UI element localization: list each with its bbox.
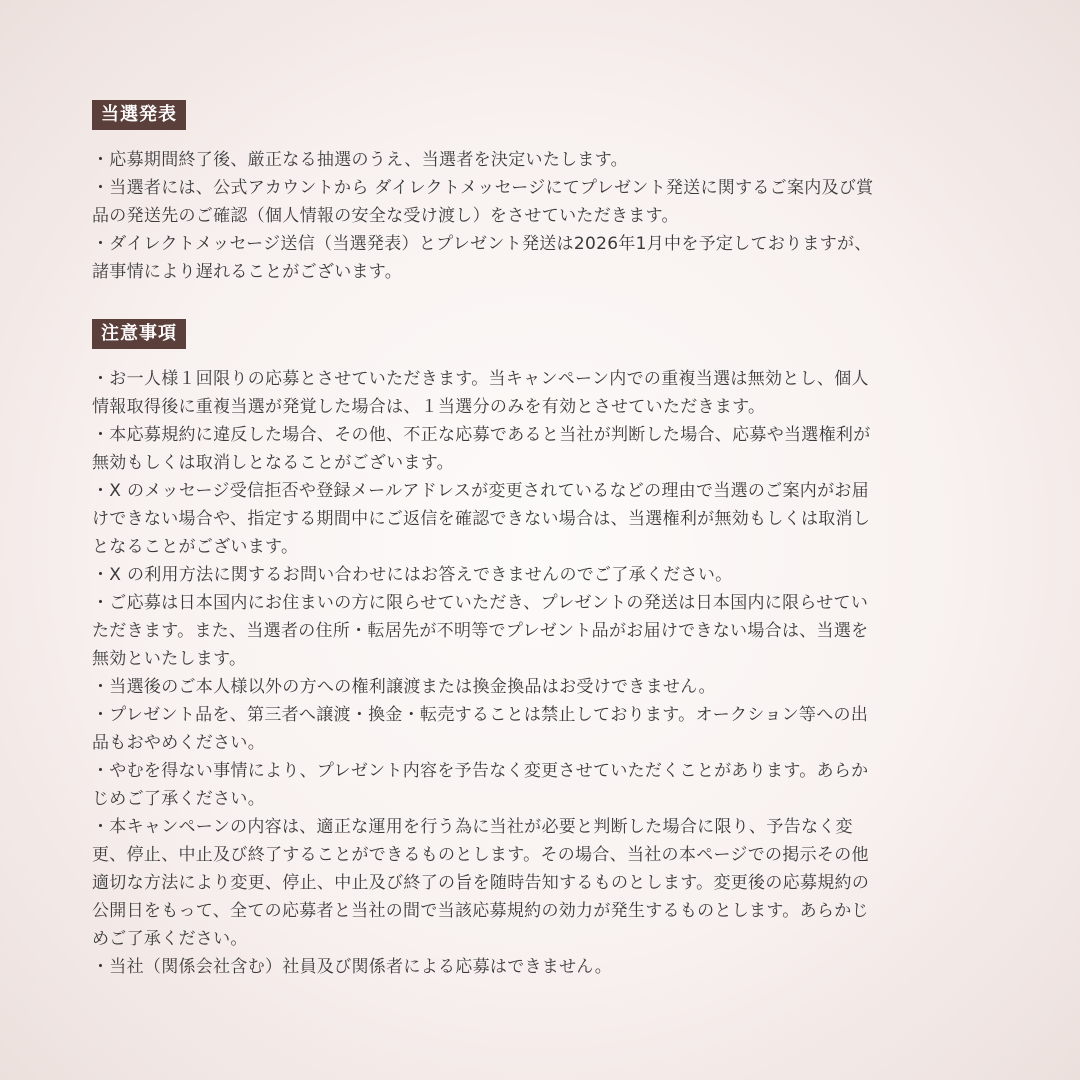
- list-item: ・本応募規約に違反した場合、その他、不正な応募であると当社が判断した場合、応募や当選権利が 無効もしくは取消しとなることがございます。: [92, 425, 871, 473]
- list-item: ・X のメッセージ受信拒否や登録メールアドレスが変更されているなどの理由で当選のご案内がお届 けできない場合や、指定する期間中にご返信を確認できない場合は、当選権利が無効もしくは取消し となることがございます。: [92, 481, 871, 557]
- section-announcement: [92, 100, 992, 286]
- notice-page: [92, 100, 992, 981]
- list-item: ・本キャンペーンの内容は、適正な運用を行う為に当社が必要と判断した場合に限り、予告なく変 更、停止、中止及び終了することができるものとします。その場合、当社の本ページでの掲示その他 適切な方法により変更、停止、中止及び終了の旨を随時告知するものとします。変更後の応募規約の 公開日をもって、全ての応募者と当社の間で当該応募規約の効力が発生するものとします。あらかじ めご了承ください。: [92, 817, 870, 949]
- list-item: ・当選後のご本人様以外の方への権利譲渡または換金換品はお受けできません。: [92, 677, 716, 697]
- list-item: ・当選者には、公式アカウントから ダイレクトメッセージにてプレゼント発送に関するご案内及び賞 品の発送先のご確認（個人情報の安全な受け渡し）をさせていただきます。: [92, 178, 874, 226]
- list-item: ・ご応募は日本国内にお住まいの方に限らせていただき、プレゼントの発送は日本国内に限らせてい ただきます。また、当選者の住所・転居先が不明等でプレゼント品がお届けできない場合は、当選を 無効といたします。: [92, 593, 869, 669]
- list-item: ・当社（関係会社含む）社員及び関係者による応募はできません。: [92, 957, 613, 977]
- section-notes: [92, 286, 992, 981]
- list-item: ・プレゼント品を、第三者へ譲渡・換金・転売することは禁止しております。オークション等への出 品もおやめください。: [92, 705, 869, 753]
- section-title-announcement: 当選発表: [92, 100, 186, 130]
- list-item: ・お一人様１回限りの応募とさせていただきます。当キャンペーン内での重複当選は無効とし、個人 情報取得後に重複当選が発覚した場合は、１当選分のみを有効とさせていただきます。: [92, 369, 869, 417]
- notes-list: [92, 365, 992, 981]
- section-title-notes: 注意事項: [92, 319, 186, 349]
- list-item: ・応募期間終了後、厳正なる抽選のうえ、当選者を決定いたします。: [92, 150, 628, 170]
- list-item: ・やむを得ない事情により、プレゼント内容を予告なく変更させていただくことがあります。あらか じめご了承ください。: [92, 761, 869, 809]
- announcement-list: [92, 146, 992, 286]
- list-item: ・X の利用方法に関するお問い合わせにはお答えできませんのでご了承ください。: [92, 565, 733, 585]
- list-item: ・ダイレクトメッセージ送信（当選発表）とプレゼント発送は2026年1月中を予定しておりますが、 諸事情により遅れることがございます。: [92, 234, 872, 282]
